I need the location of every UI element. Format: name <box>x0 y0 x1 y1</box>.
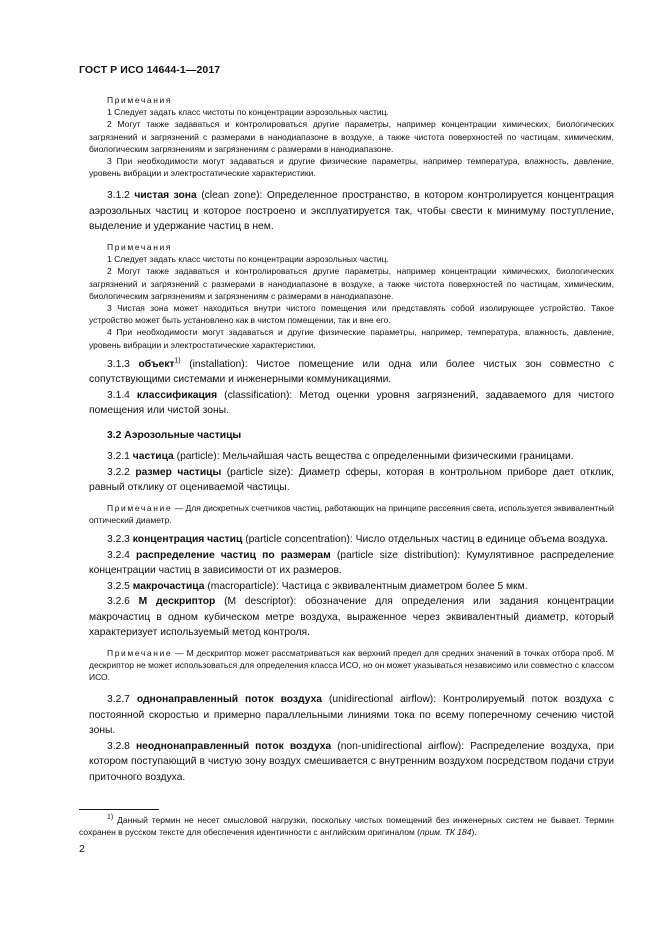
definition-term: макрочастица <box>132 580 205 592</box>
section-title: Аэрозольные частицы <box>124 429 242 441</box>
definition-3-2-3 <box>89 532 614 548</box>
definition-3-1-3 <box>89 357 614 388</box>
definition-english: (non-unidirectional airflow): <box>337 740 465 752</box>
definition-3-1-4 <box>89 388 614 419</box>
definition-text: Чистое помещение или одна или более чистых зон совместно с сопутствующими системами и инженерными коммуникациями. <box>89 358 614 386</box>
definition-3-2-6 <box>89 594 614 641</box>
definition-english: (macroparticle): <box>207 580 279 592</box>
definition-english: (particle size distribution): <box>336 549 461 561</box>
definition-number: 3.1.3 <box>107 358 130 370</box>
footnote-mark: 1) <box>107 814 114 822</box>
definition-number: 3.2.8 <box>107 740 130 752</box>
definition-term: М дескриптор <box>138 596 216 608</box>
definition-number: 3.2.5 <box>107 580 130 592</box>
footnote-ref-note: прим. ТК 184 <box>420 827 472 838</box>
document-header: ГОСТ Р ИСО 14644-1—2017 <box>79 64 221 76</box>
definition-term: распределение частиц по размерам <box>136 549 331 561</box>
definition-number: 3.2.2 <box>107 466 130 478</box>
definition-3-2-1 <box>89 449 614 465</box>
definition-text: Распределение воздуха, при котором поступающий в чистую зону воздух смешивается с внутренним воздухом посредством подачи струи приточного воздуха. <box>89 740 614 783</box>
definition-3-2-8 <box>89 739 614 786</box>
definition-3-1-2 <box>89 188 614 235</box>
note-item: 2 Могут также задаваться и контролироваться другие параметры, например концентрации химических, биологических загрязнений и загрязнений с размерами в нанодиапазоне в воздухе, а также чистота поверхностей по частицам, химическим, биологическим загрязнениям и загрязнениям с размерами в нанодиапазоне. <box>89 119 614 154</box>
definition-number: 3.2.7 <box>107 694 130 706</box>
definition-number: 3.1.4 <box>107 389 130 401</box>
note-3-2-2 <box>89 502 614 526</box>
definition-english: (clean zone): <box>201 190 263 202</box>
definition-text: Диаметр сферы, которая в контрольном приборе дает отклик, равный отклику от оцениваемой частицы. <box>89 466 614 494</box>
note-label: Примечание <box>107 502 173 513</box>
definition-term: частица <box>132 451 174 463</box>
notes-heading: Примечания <box>107 95 173 105</box>
definition-text: Определенное пространство, в котором контролируется концентрация аэрозольных частиц и которое построено и эксплуатируется так, чтобы свести к минимуму поступление, выделение и удержание частиц в нем. <box>89 190 614 233</box>
definition-english: (classification): <box>224 389 293 401</box>
definition-english: (М descriptor): <box>224 596 297 608</box>
note-item: 1 Следует задать класс чистоты по концентрации аэрозольных частиц. <box>107 254 389 265</box>
definition-term: концентрация частиц <box>132 534 243 546</box>
note-text: — Для дискретных счетчиков частиц, работающих на принципе рассеяния света, используется эквивалентный оптический диаметр. <box>89 502 614 525</box>
definition-number: 3.2.1 <box>107 451 130 463</box>
definition-text: Число отдельных частиц в единице объема воздуха. <box>355 534 609 546</box>
page-content <box>89 94 614 785</box>
definition-term: неоднонаправленный поток воздуха <box>135 740 332 752</box>
definition-term: однонаправленный поток воздуха <box>136 694 323 706</box>
page-number: 2 <box>79 843 85 855</box>
footnote <box>79 814 614 839</box>
definition-text: Мельчайшая часть вещества с определенными физическими границами. <box>222 451 574 463</box>
footnote-ref: 1) <box>174 357 181 365</box>
definition-english: (particle size): <box>226 466 294 478</box>
definition-text: Метод оценки уровня загрязнений, задаваемого для чистого помещения или чистой зоны. <box>89 389 614 417</box>
definition-term: объект <box>138 358 175 370</box>
note-item: 2 Могут также задаваться и контролироваться другие параметры, например концентрации химических, биологических загрязнений и загрязнений с размерами в нанодиапазоне в воздухе, а также чистота поверхностей по частицам, химическим, биологическим загрязнениям и загрязнениям с размерами в нанодиапазоне. <box>89 266 614 301</box>
definition-number: 3.1.2 <box>107 190 130 202</box>
note-label: Примечание <box>107 647 173 658</box>
note-item: 3 Чистая зона может находиться внутри чистого помещения или представлять собой изолирующее устройство. Такое устройство может быть установлено как в чистом помещении, так и вне его. <box>89 302 614 326</box>
definition-number: 3.2.6 <box>107 596 130 608</box>
definition-text: обозначение для определения или задания концентрации макрочастиц в одном кубическом метре воздуха, выраженное через эквивалентный диаметр, который характеризует используемый метод контроля. <box>89 596 614 639</box>
footnote-tail: ). <box>471 827 477 838</box>
definition-3-2-7 <box>89 692 614 739</box>
definition-number: 3.2.3 <box>107 534 130 546</box>
definition-3-2-2 <box>89 465 614 496</box>
definition-text: Контролируемый поток воздуха с постоянной скоростью и примерно параллельными линиями тока по всему поперечному сечению чистой зоны. <box>89 694 614 737</box>
definition-english: (unidirectional airflow): <box>328 694 437 706</box>
notes-heading: Примечания <box>107 241 173 252</box>
definition-term: чистая зона <box>134 190 197 202</box>
definition-text: Частица с эквивалентным диаметром более 5 мкм. <box>281 580 528 592</box>
definition-english: (installation): <box>189 358 248 370</box>
note-text: — М дескриптор может рассматриваться как верхний предел для средних значений в точках отбора проб. М дескриптор не может использоваться для определения класса ИСО, но он может указываться независимо или совместно с классом ИСО. <box>89 647 614 683</box>
footnote-text: Данный термин не несет смысловой нагрузки, поскольку чистых помещений без инженерных систем не бывает. Термин сохранен в русском тексте для обеспечения идентичности с английским оригиналом ( <box>79 815 614 838</box>
note-item: 4 При необходимости могут задаваться и другие физические параметры, например, температура, влажность, давление, уровень вибрации и электростатические характеристики. <box>89 327 614 350</box>
definition-3-2-4 <box>89 548 614 579</box>
footnote-divider <box>79 809 159 810</box>
note-3-2-6 <box>89 647 614 684</box>
definition-text: Кумулятивное распределение концентрации частиц в зависимости от их размеров. <box>89 549 614 577</box>
definition-english: (particle): <box>176 451 220 463</box>
note-item: 1 Следует задать класс чистоты по концентрации аэрозольных частиц. <box>107 107 389 118</box>
definition-3-2-5 <box>89 579 614 595</box>
note-item: 3 При необходимости могут задаваться и другие физические параметры, например температура, влажность, давление, уровень вибрации и электростатические характеристики. <box>89 156 614 179</box>
section-heading-3-2 <box>89 428 614 444</box>
definition-term: классификация <box>136 389 218 401</box>
definition-number: 3.2.4 <box>107 549 130 561</box>
definition-english: (particle concentration): <box>245 534 353 546</box>
definition-term: размер частицы <box>135 466 222 478</box>
section-number: 3.2 <box>107 429 122 441</box>
